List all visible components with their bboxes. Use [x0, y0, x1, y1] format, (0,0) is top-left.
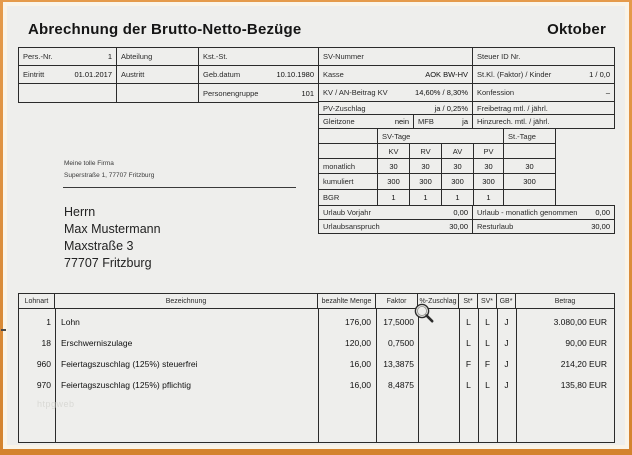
- monatlich-st: 30: [525, 161, 534, 171]
- row-sv: L: [485, 379, 490, 390]
- sender-line1: Meine tolle Firma: [64, 160, 114, 167]
- kumuliert-kv: 300: [387, 177, 400, 186]
- table-row: [319, 190, 555, 205]
- row-gb: J: [504, 358, 509, 369]
- row-sv: L: [485, 316, 490, 327]
- recipient-name: Max Mustermann: [64, 222, 161, 236]
- positions-body: [19, 309, 614, 442]
- row-st: F: [465, 358, 472, 369]
- row-lohnart: 960: [36, 358, 51, 369]
- gleitzone-cell: [319, 115, 414, 128]
- position-row: [19, 353, 614, 374]
- urlaub-genommen-cell: [473, 206, 614, 219]
- table-row: [319, 66, 614, 84]
- bgr-pv: 1: [486, 193, 491, 202]
- header-bezeichnung: Bezeichnung: [55, 294, 318, 308]
- konfession-value: –: [605, 88, 610, 97]
- st-tage-header: St.-Tage: [508, 131, 536, 141]
- pv-col-label: PV: [483, 146, 494, 156]
- value-cell: [474, 174, 504, 189]
- recipient-street: Maxstraße 3: [64, 239, 134, 253]
- hinzurech-cell: [473, 115, 614, 128]
- gleitzone-value: nein: [394, 117, 409, 126]
- value-cell: [442, 174, 474, 189]
- row-menge: 120,00: [345, 337, 371, 348]
- position-row: [19, 311, 614, 332]
- personengruppe-value: 101: [301, 88, 314, 98]
- header-lohnart: Lohnart: [19, 294, 55, 308]
- table-row: [319, 174, 555, 190]
- magnifier-cursor-icon: [413, 302, 436, 325]
- employee-table: [18, 47, 319, 103]
- austritt-cell: [117, 66, 199, 83]
- col-av-header: [442, 144, 474, 158]
- sender-block: [64, 158, 154, 182]
- row-menge: 16,00: [349, 358, 371, 369]
- bgr-label: BGR: [323, 193, 340, 202]
- row-betrag: 90,00 EUR: [565, 337, 607, 348]
- bgr-kv: 1: [391, 193, 396, 202]
- row-lohnart: 1: [46, 316, 51, 327]
- freibetrag-cell: [473, 102, 614, 114]
- row-bezeichnung: Feiertagszuschlag (125%) pflichtig: [61, 379, 191, 390]
- mfb-label: MFB: [418, 117, 434, 126]
- st-tage-header-cell: [504, 129, 555, 143]
- sv-tage-header-cell: [378, 129, 504, 143]
- table-row: [319, 102, 614, 115]
- austritt-label: Austritt: [121, 70, 145, 79]
- konfession-label: Konfession: [477, 88, 515, 97]
- left-margin-mark: [1, 329, 6, 331]
- urlaub-vorjahr-label: Urlaub Vorjahr: [323, 208, 371, 217]
- sv-tage-header: SV-Tage: [382, 131, 411, 141]
- bgr-av: 1: [455, 193, 460, 202]
- watermark: htpgweb: [37, 399, 75, 409]
- table-row: [319, 159, 555, 174]
- recipient-address: [64, 204, 161, 272]
- konfession-cell: [473, 84, 614, 101]
- kumuliert-label: kumuliert: [323, 177, 354, 186]
- value-cell: [504, 159, 555, 173]
- month-label: Oktober: [547, 21, 606, 38]
- kumuliert-st: 300: [523, 177, 536, 186]
- kst-cell: [199, 48, 318, 65]
- monatlich-label: monatlich: [323, 161, 356, 171]
- eintritt-cell: [19, 66, 117, 83]
- row-betrag: 3.080,00 EUR: [553, 316, 607, 327]
- monatlich-label-cell: [319, 159, 378, 173]
- bgr-rv: 1: [423, 193, 428, 202]
- sv-tage-table: [318, 128, 556, 206]
- value-cell: [474, 190, 504, 205]
- urlaub-vorjahr-cell: [319, 206, 473, 219]
- sv-nummer-cell: [319, 48, 473, 65]
- header-betrag: Betrag: [554, 297, 576, 305]
- personengruppe-cell: [199, 84, 318, 102]
- geb-datum-label: Geb.datum: [203, 70, 241, 79]
- header-st: St*: [459, 294, 478, 308]
- urlaub-table: [318, 205, 615, 234]
- position-row: [19, 374, 614, 395]
- kasse-cell: [319, 66, 473, 83]
- value-cell: [474, 159, 504, 173]
- sender-underline: [63, 187, 296, 188]
- value-cell: [410, 159, 442, 173]
- rv-col-label: RV: [420, 146, 431, 156]
- pers-nr-label: Pers.-Nr.: [23, 52, 53, 61]
- header-gb: GB*: [497, 294, 516, 308]
- table-row: [319, 115, 614, 128]
- pers-nr-value: 1: [107, 52, 112, 61]
- row-st: L: [466, 316, 471, 327]
- urlaub-genommen-value: 0,00: [595, 208, 610, 217]
- table-row: [319, 129, 555, 144]
- sender-line2: Superstraße 1, 77707 Fritzburg: [64, 172, 155, 179]
- row-st: L: [466, 337, 471, 348]
- table-row: [319, 220, 614, 233]
- monatlich-rv: 30: [421, 161, 430, 171]
- urlaubsanspruch-cell: [319, 220, 473, 233]
- row-faktor: 8,4875: [388, 379, 414, 390]
- kasse-value: AOK BW-HV: [425, 70, 468, 79]
- empty-cell: [19, 84, 117, 102]
- position-row: [19, 332, 614, 353]
- monatlich-av: 30: [453, 161, 462, 171]
- kumuliert-av: 300: [451, 177, 464, 186]
- row-menge: 16,00: [349, 379, 371, 390]
- table-row: [19, 66, 318, 84]
- page-title: Abrechnung der Brutto-Netto-Bezüge: [28, 21, 302, 38]
- pers-nr-cell: [19, 48, 117, 65]
- steuerklasse-cell: [473, 66, 614, 83]
- row-sv: L: [485, 337, 490, 348]
- row-bezeichnung: Erschwerniszulage: [61, 337, 133, 348]
- hinzurech-label: Hinzurech. mtl. / jährl.: [477, 117, 550, 126]
- steuerklasse-value: 1 / 0,0: [589, 70, 610, 79]
- kv-beitrag-label: KV / AN-Beitrag KV: [323, 88, 388, 97]
- row-betrag: 214,20 EUR: [560, 358, 607, 369]
- value-cell: [442, 159, 474, 173]
- recipient-salutation: Herrn: [64, 205, 96, 219]
- empty-cell: [319, 129, 378, 143]
- col-pv-header: [474, 144, 504, 158]
- av-col-label: AV: [452, 146, 463, 156]
- header-menge: bezahlte Menge: [318, 294, 376, 308]
- urlaub-vorjahr-value: 0,00: [453, 208, 468, 217]
- bgr-label-cell: [319, 190, 378, 205]
- row-gb: J: [504, 316, 509, 327]
- row-faktor: 17,5000: [383, 316, 414, 327]
- table-row: [19, 48, 318, 66]
- kst-label: Kst.-St.: [203, 52, 228, 61]
- value-cell: [410, 190, 442, 205]
- pv-zuschlag-cell: [319, 102, 473, 114]
- value-cell: [410, 174, 442, 189]
- urlaubsanspruch-value: 30,00: [449, 222, 468, 231]
- kumuliert-pv: 300: [482, 177, 495, 186]
- kv-col-label: KV: [388, 146, 399, 156]
- mfb-value: ja: [462, 117, 468, 126]
- row-sv: F: [484, 358, 491, 369]
- header-zuschlag: %-Zuschlag: [418, 294, 459, 308]
- pv-zuschlag-label: PV-Zuschlag: [323, 103, 366, 113]
- mfb-cell: [414, 115, 473, 128]
- row-gb: J: [504, 379, 509, 390]
- steuer-id-cell: [473, 48, 614, 65]
- sv-tax-table: [318, 47, 615, 129]
- value-cell: [378, 159, 410, 173]
- kumuliert-rv: 300: [419, 177, 432, 186]
- abteilung-label: Abteilung: [121, 52, 153, 61]
- table-row: [319, 48, 614, 66]
- abteilung-cell: [117, 48, 199, 65]
- row-faktor: 0,7500: [388, 337, 414, 348]
- positions-table: [18, 293, 615, 443]
- gleitzone-label: Gleitzone: [323, 117, 355, 126]
- value-cell: [504, 190, 555, 205]
- col-rv-header: [410, 144, 442, 158]
- row-betrag: 135,80 EUR: [560, 379, 607, 390]
- row-bezeichnung: Feiertagszuschlag (125%) steuerfrei: [61, 358, 198, 369]
- table-row: [319, 206, 614, 220]
- header-faktor: Faktor: [376, 294, 418, 308]
- header-sv: SV*: [478, 294, 497, 308]
- empty-cell: [319, 144, 378, 158]
- monatlich-kv: 30: [389, 161, 398, 171]
- recipient-city: 77707 Fritzburg: [64, 256, 152, 270]
- value-cell: [378, 174, 410, 189]
- row-gb: J: [504, 337, 509, 348]
- row-bezeichnung: Lohn: [61, 316, 80, 327]
- kv-beitrag-value: 14,60% / 8,30%: [415, 88, 468, 97]
- eintritt-value: 01.01.2017: [74, 70, 112, 79]
- table-row: [319, 144, 555, 159]
- monatlich-pv: 30: [484, 161, 493, 171]
- value-cell: [442, 190, 474, 205]
- steuer-id-label: Steuer ID Nr.: [477, 52, 521, 61]
- geb-datum-cell: [199, 66, 318, 83]
- kv-beitrag-cell: [319, 84, 473, 101]
- empty-cell: [117, 84, 199, 102]
- row-lohnart: 18: [41, 337, 51, 348]
- table-row: [19, 84, 318, 102]
- steuerklasse-label: St.Kl. (Faktor) / Kinder: [477, 70, 552, 79]
- urlaubsanspruch-label: Urlaubsanspruch: [323, 222, 380, 231]
- geb-datum-value: 10.10.1980: [276, 70, 314, 79]
- eintritt-label: Eintritt: [23, 70, 45, 79]
- positions-header-row: [19, 294, 614, 309]
- value-cell: [378, 190, 410, 205]
- row-lohnart: 970: [36, 379, 51, 390]
- kasse-label: Kasse: [323, 70, 344, 79]
- col-kv-header: [378, 144, 410, 158]
- table-row: [319, 84, 614, 102]
- freibetrag-label: Freibetrag mtl. / jährl.: [477, 103, 548, 113]
- empty-cell: [504, 144, 555, 158]
- urlaub-genommen-label: Urlaub - monatlich genommen: [477, 208, 578, 217]
- resturlaub-cell: [473, 220, 614, 233]
- resturlaub-label: Resturlaub: [477, 222, 514, 231]
- resturlaub-value: 30,00: [591, 222, 610, 231]
- sv-nummer-label: SV-Nummer: [323, 52, 364, 61]
- value-cell: [504, 174, 555, 189]
- row-faktor: 13,3875: [383, 358, 414, 369]
- row-st: L: [466, 379, 471, 390]
- personengruppe-label: Personengruppe: [203, 88, 259, 98]
- pv-zuschlag-value: ja / 0,25%: [434, 103, 468, 113]
- kumuliert-label-cell: [319, 174, 378, 189]
- row-menge: 176,00: [345, 316, 371, 327]
